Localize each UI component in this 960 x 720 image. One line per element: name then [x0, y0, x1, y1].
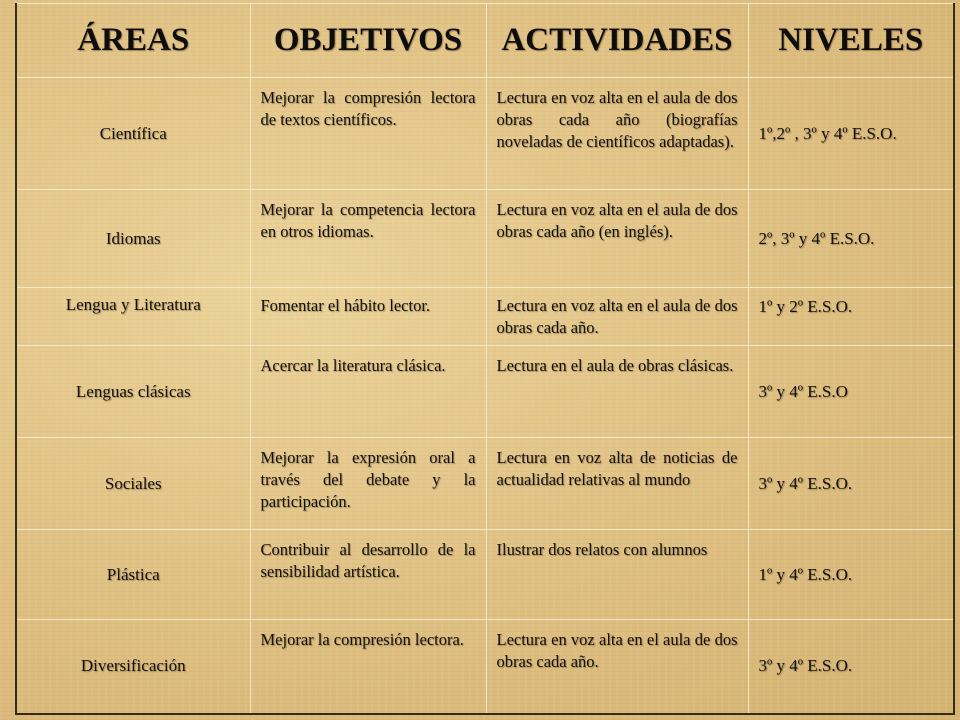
actividad-cell: Lectura en voz alta en el aula de dos obras cada año (biografías noveladas de científicos adaptadas).	[486, 78, 748, 190]
area-cell: Científica	[16, 78, 250, 190]
actividad-cell: Lectura en voz alta en el aula de dos obras cada año.	[486, 620, 748, 714]
objetivo-cell: Contribuir al desarrollo de la sensibilidad artística.	[250, 530, 486, 620]
table-row	[16, 346, 954, 438]
actividad-cell: Lectura en el aula de obras clásicas.	[486, 346, 748, 438]
area-cell: Diversificación	[16, 620, 250, 714]
area-cell: Lenguas clásicas	[16, 346, 250, 438]
actividad-cell: Lectura en voz alta de noticias de actualidad relativas al mundo	[486, 438, 748, 530]
table-row	[16, 530, 954, 620]
table-row	[16, 190, 954, 288]
table-row	[16, 288, 954, 346]
objetivo-cell: Mejorar la expresión oral a través del debate y la participación.	[250, 438, 486, 530]
table-row	[16, 620, 954, 714]
nivel-cell: 1º y 2º E.S.O.	[748, 288, 954, 346]
areas-table	[15, 3, 955, 715]
nivel-cell: 3º y 4º E.S.O	[748, 346, 954, 438]
area-cell: Idiomas	[16, 190, 250, 288]
nivel-cell: 1º,2º , 3º y 4º E.S.O.	[748, 78, 954, 190]
header-objetivos: OBJETIVOS	[250, 4, 486, 78]
actividad-cell: Lectura en voz alta en el aula de dos obras cada año (en inglés).	[486, 190, 748, 288]
objetivo-cell: Fomentar el hábito lector.	[250, 288, 486, 346]
objetivo-cell: Mejorar la compresión lectora de textos científicos.	[250, 78, 486, 190]
header-areas: ÁREAS	[16, 4, 250, 78]
header-niveles: NIVELES	[748, 4, 954, 78]
objetivo-cell: Mejorar la competencia lectora en otros idiomas.	[250, 190, 486, 288]
table-row	[16, 78, 954, 190]
objetivo-cell: Mejorar la compresión lectora.	[250, 620, 486, 714]
area-cell: Plástica	[16, 530, 250, 620]
area-cell: Sociales	[16, 438, 250, 530]
nivel-cell: 1º y 4º E.S.O.	[748, 530, 954, 620]
table-row	[16, 438, 954, 530]
nivel-cell: 3º y 4º E.S.O.	[748, 438, 954, 530]
objetivo-cell: Acercar la literatura clásica.	[250, 346, 486, 438]
area-cell: Lengua y Literatura	[16, 288, 250, 346]
header-actividades: ACTIVIDADES	[486, 4, 748, 78]
header-row	[16, 4, 954, 78]
actividad-cell: Lectura en voz alta en el aula de dos obras cada año.	[486, 288, 748, 346]
nivel-cell: 3º y 4º E.S.O.	[748, 620, 954, 714]
nivel-cell: 2º, 3º y 4º E.S.O.	[748, 190, 954, 288]
actividad-cell: Ilustrar dos relatos con alumnos	[486, 530, 748, 620]
